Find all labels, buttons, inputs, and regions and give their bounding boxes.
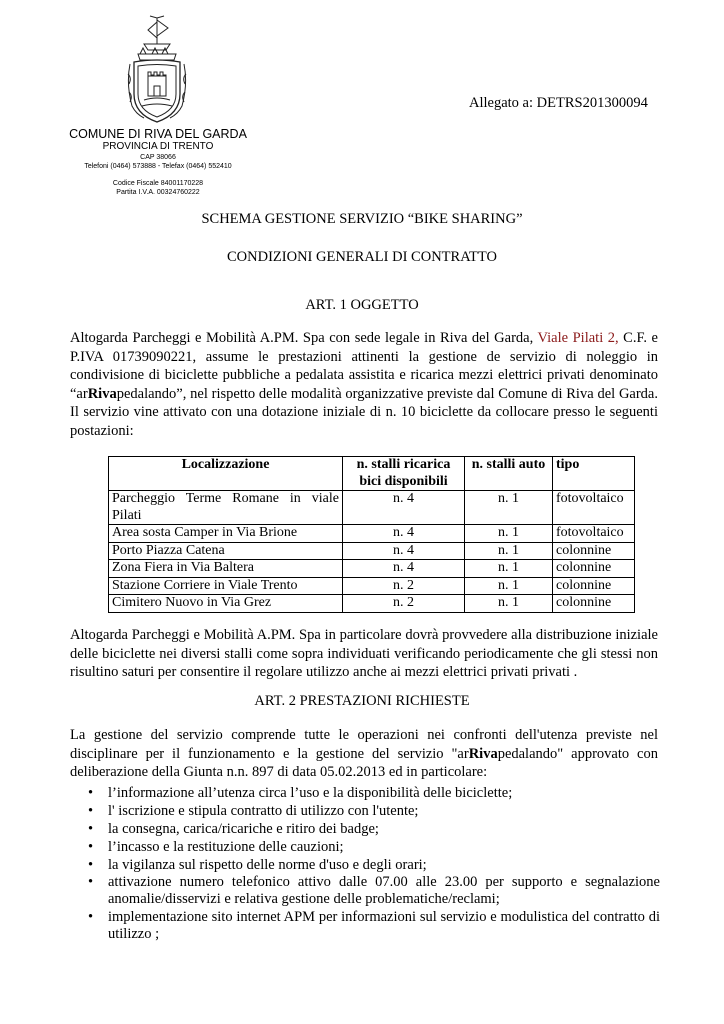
distribution-paragraph: Altogarda Parcheggi e Mobilità A.PM. Spa in particolare dovrà provvedere alla distribuzione iniziale delle biciclette nei diversi stalli come sopra individuati verificando periodicamente che gli stessi non risultino saturi per consentire il regolare utilizzo anche ai mezzi elettrici privati privati . [70, 627, 658, 680]
partita-iva: Partita I.V.A. 00324760222 [116, 189, 200, 196]
list-item: • l’informazione all’utenza circa l’uso e la disponibilità delle biciclette; [88, 785, 513, 801]
table-row: Porto Piazza Catena n. 4 n. 1 colonnine [109, 542, 635, 560]
cap-code: CAP 38066 [140, 154, 176, 161]
list-item: • la consegna, carica/ricariche e ritiro dei badge; [88, 820, 379, 837]
services-list [70, 785, 660, 944]
art1-heading: ART. 1 OGGETTO [305, 297, 419, 313]
header-stalli-bici: n. stalli ricarica bici disponibili [343, 457, 465, 491]
comune-name: COMUNE DI RIVA DEL GARDA [69, 127, 247, 141]
header-stalli-auto: n. stalli auto [465, 457, 553, 491]
list-item: • l' iscrizione e stipula contratto di utilizzo con l'utente; [88, 802, 419, 819]
letterhead [62, 127, 254, 197]
provincia-name: PROVINCIA DI TRENTO [102, 141, 214, 152]
header-localizzazione: Localizzazione [109, 457, 343, 491]
phone-numbers: Telefoni (0464) 573888 - Telefax (0464) 552410 [84, 163, 232, 170]
list-item: • implementazione sito internet APM per informazioni sul servizio e modulistica del contratto di utilizzo ; [88, 909, 660, 943]
address-text: Viale Pilati 2, [537, 330, 619, 346]
list-item: • la vigilanza sul rispetto delle norme d'uso e degli orari; [88, 856, 427, 873]
table-row: Zona Fiera in Via Baltera n. 4 n. 1 colonnine [109, 560, 635, 578]
locations-table [108, 456, 635, 613]
list-item: • attivazione numero telefonico attivo dalle 07.00 alle 23.00 per supporto e segnalazione anomalie/disservizi e relativa gestione delle problematiche/reclami; [88, 874, 660, 908]
table-header-row [109, 457, 635, 491]
allegato-reference: Allegato a: DETRS201300094 [469, 95, 648, 111]
art2-heading: ART. 2 PRESTAZIONI RICHIESTE [254, 693, 470, 709]
list-item: • l’incasso e la restituzione delle cauzioni; [88, 838, 344, 855]
table-row: Stazione Corriere in Viale Trento n. 2 n. 1 colonnine [109, 577, 635, 595]
art2-paragraph: La gestione del servizio comprende tutte le operazioni nei confronti dell'utenza previste nel disciplinare per il funzionamento e la gestione del servizio "arRivapedalando" approvato con deliberazione della Giunta n.n. 897 di data 05.02.2013 ed in particolare: [70, 727, 658, 780]
document-title: SCHEMA GESTIONE SERVIZIO “BIKE SHARING” [201, 211, 523, 227]
codice-fiscale: Codice Fiscale 84001170228 [112, 180, 204, 187]
table-row: Cimitero Nuovo in Via Grez n. 2 n. 1 colonnine [109, 595, 635, 613]
header-tipo: tipo [553, 457, 635, 491]
table-row: Parcheggio Terme Romane in viale Pilati n. 4 n. 1 fotovoltaico [109, 491, 635, 525]
comune-crest-logo [126, 14, 188, 126]
table-row: Area sosta Camper in Via Brione n. 4 n. 1 fotovoltaico [109, 525, 635, 543]
document-subtitle: CONDIZIONI GENERALI DI CONTRATTO [227, 249, 497, 265]
art1-paragraph: Altogarda Parcheggi e Mobilità A.PM. Spa con sede legale in Riva del Garda, Viale Pilati 2, C.F. e P.IVA 01739090221, assume le prestazioni attinenti la gestione de servizio di noleggio in condivisione di biciclette pubbliche a pedalata assistita e ricarica mezzi elettrici privati denominato “arRivapedalando”, nel rispetto delle modalità organizzative previste dal Comune di Riva del Garda. Il servizio vine attivato con una dotazione iniziale di n. 10 biciclette da collocare presso le seguenti postazioni: [70, 330, 658, 439]
